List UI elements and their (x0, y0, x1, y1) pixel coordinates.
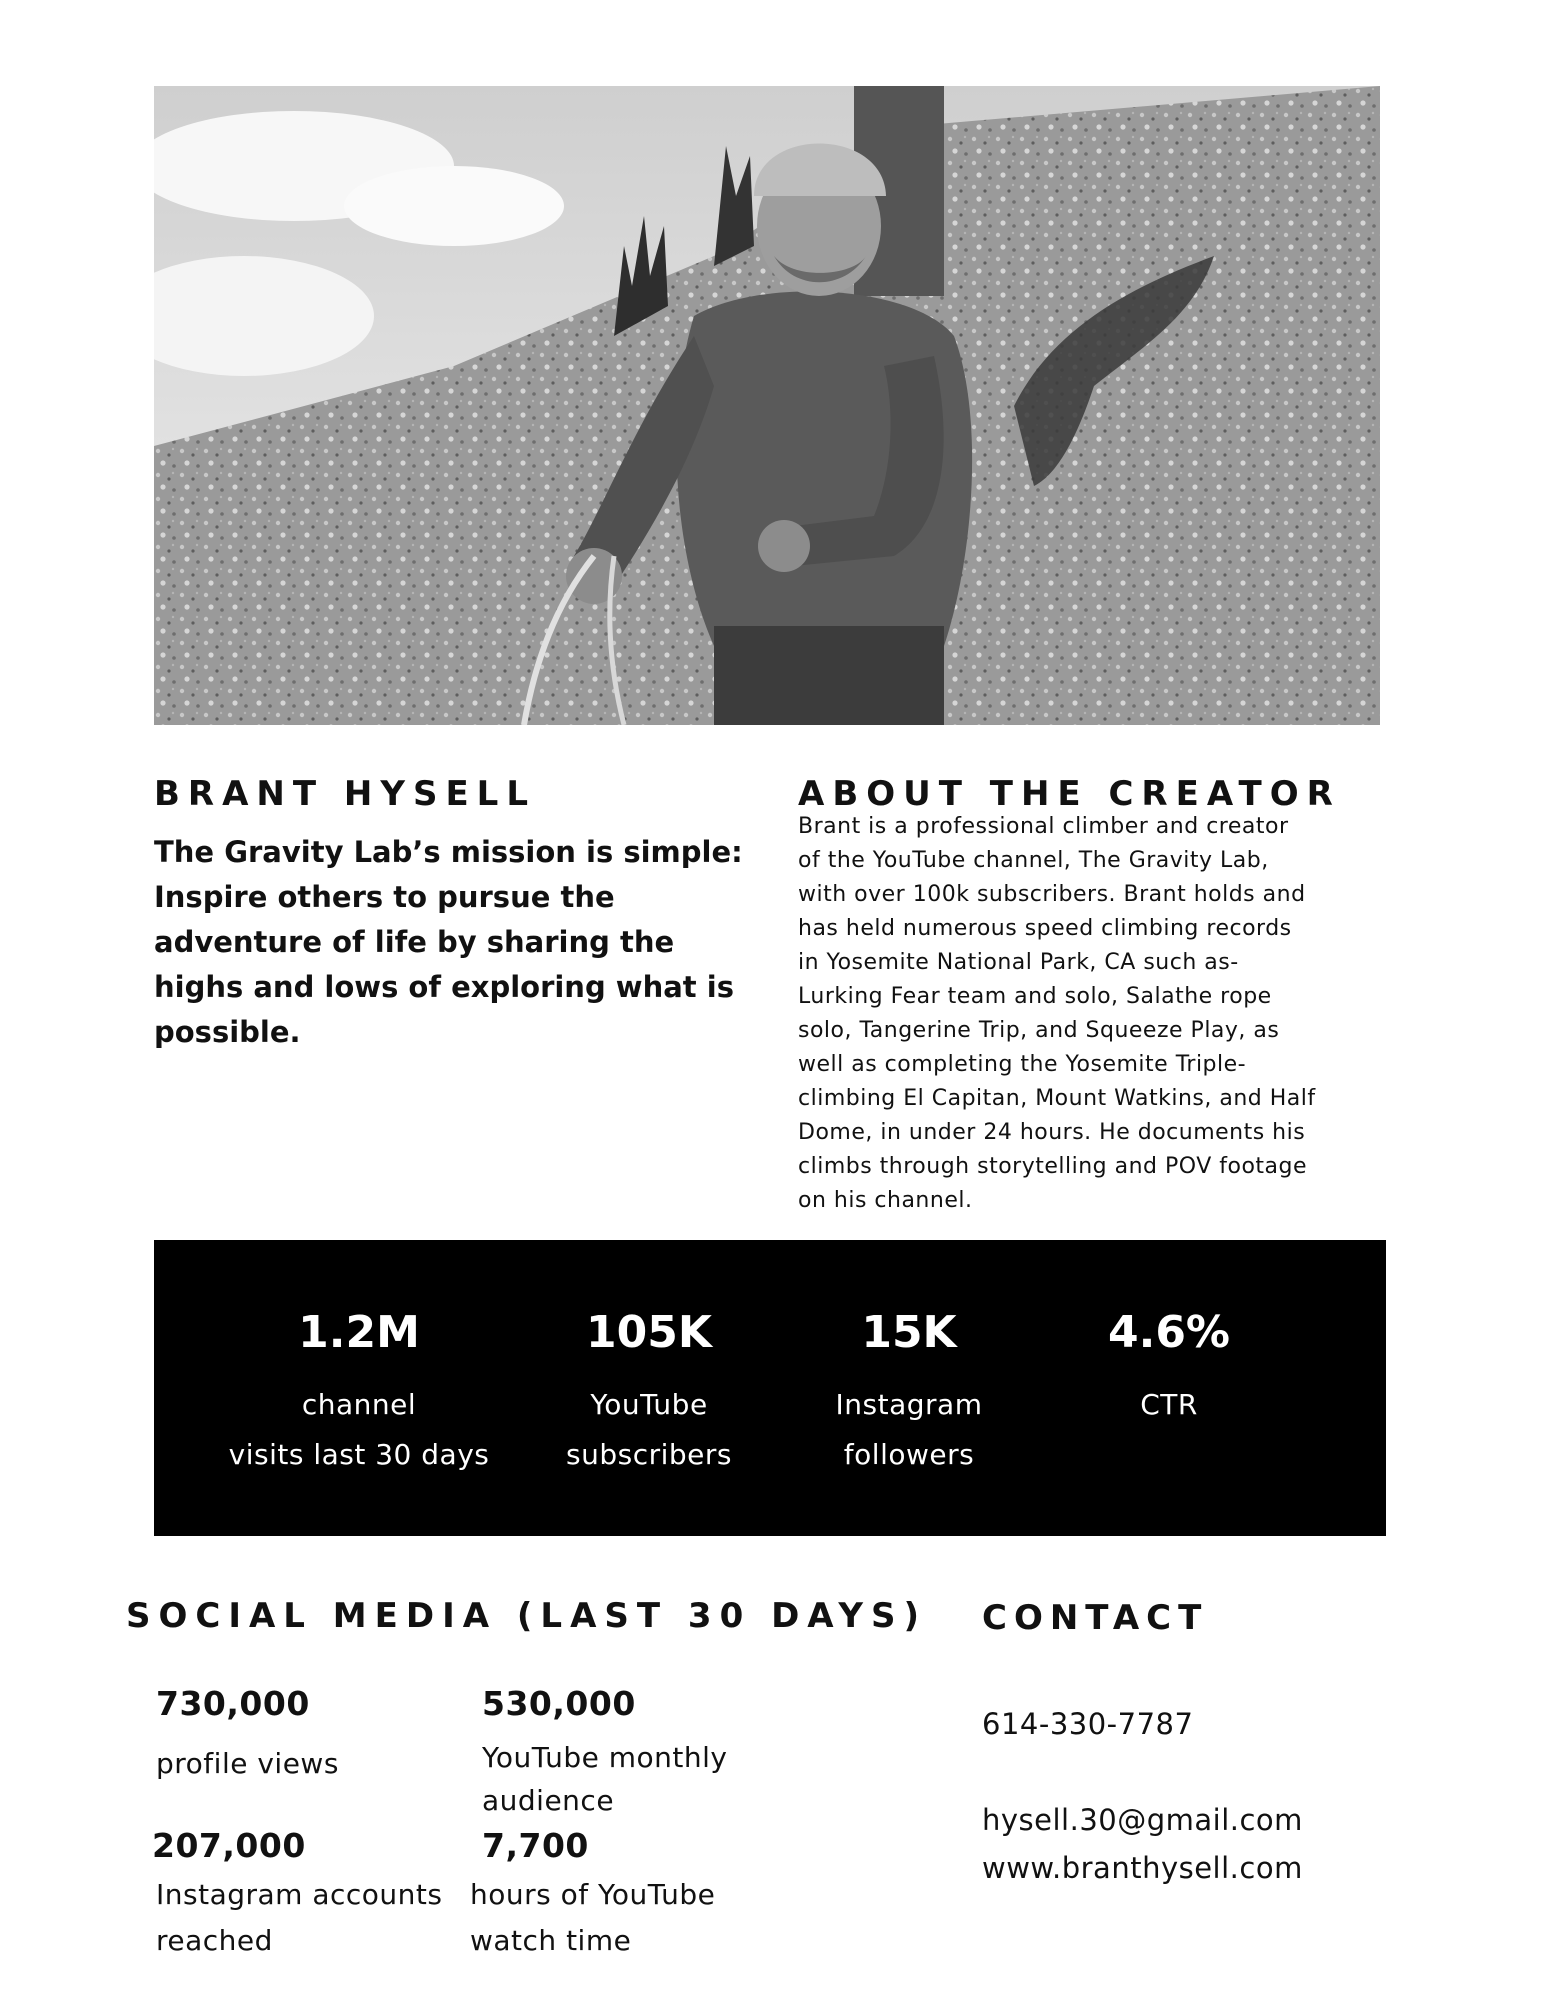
stat-label: Instagram (835, 1388, 983, 1421)
social-value: 7,700 (482, 1826, 589, 1865)
contact-phone[interactable]: 614-330-7787 (982, 1707, 1194, 1741)
social-item-profile-views (156, 1684, 456, 1786)
contact-website[interactable]: www.branthysell.com (982, 1851, 1303, 1885)
social-item-youtube-audience (482, 1684, 782, 1822)
stat-value: 105K (586, 1307, 712, 1358)
social-label: audience (482, 1784, 615, 1817)
social-item-instagram-reached (152, 1826, 472, 1964)
social-title: SOCIAL MEDIA (LAST 30 DAYS) (126, 1596, 928, 1636)
stat-youtube-subscribers (544, 1240, 754, 1480)
social-label: Instagram accounts (156, 1878, 443, 1911)
social-label: watch time (470, 1924, 632, 1957)
social-label: reached (156, 1924, 273, 1957)
stat-instagram-followers (804, 1240, 1014, 1480)
creator-name: BRANT HYSELL (154, 774, 537, 814)
stat-label: followers (843, 1438, 975, 1471)
stat-value: 1.2M (298, 1307, 420, 1358)
about-body: Brant is a professional climber and creator of the YouTube channel, The Gravity Lab, with over 100k subscribers. Brant holds and has held numerous speed climbing records in Yosemite National Park, CA such as- Lurking Fear team and solo, Salathe rope solo, Tangerine Trip, and Squeeze Play, as well as completing the Yosemite Triple- climbing El Capitan, Mount Watkins, and Half Dome, in under 24 hours. He documents his climbs through storytelling and POV footage on his channel. (798, 814, 1316, 1213)
stat-value: 15K (861, 1307, 957, 1358)
social-value: 530,000 (482, 1684, 636, 1723)
social-label: hours of YouTube (470, 1878, 716, 1911)
contact-title: CONTACT (982, 1598, 1209, 1638)
social-value: 207,000 (152, 1826, 306, 1865)
stat-channel-visits (214, 1240, 504, 1480)
social-item-watch-time (470, 1826, 770, 1964)
stat-label: YouTube (590, 1388, 708, 1421)
social-label: YouTube monthly (482, 1741, 728, 1774)
stat-label: CTR (1140, 1388, 1198, 1421)
mission-statement: The Gravity Lab’s mission is simple: Inspire others to pursue the adventure of life by sharing the highs and lows of exploring what is possible. (154, 835, 743, 1049)
contact-email[interactable]: hysell.30@gmail.com (982, 1803, 1303, 1837)
social-value: 730,000 (156, 1684, 310, 1723)
stat-label: visits last 30 days (228, 1438, 490, 1471)
about-title: ABOUT THE CREATOR (798, 774, 1341, 814)
climber-photo-icon (154, 86, 1380, 725)
stats-band (154, 1240, 1386, 1536)
hero-photo (154, 86, 1380, 725)
stat-value: 4.6% (1107, 1307, 1231, 1358)
stat-ctr (1064, 1240, 1274, 1430)
social-label: profile views (156, 1747, 339, 1780)
stat-label: channel (301, 1388, 417, 1421)
stat-label: subscribers (566, 1438, 732, 1471)
